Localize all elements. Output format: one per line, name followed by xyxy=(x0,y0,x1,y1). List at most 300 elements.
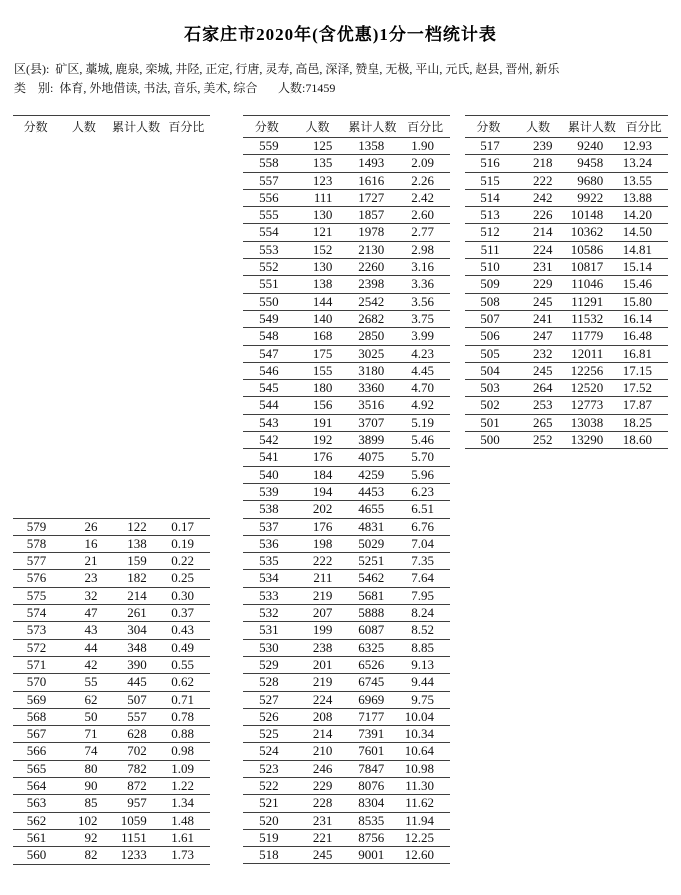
count-cell: 264 xyxy=(532,380,553,396)
percent-cell: 18.60 xyxy=(622,432,652,448)
count-cell: 245 xyxy=(532,362,553,378)
table-header-row xyxy=(243,115,450,137)
percent-cell: 1.61 xyxy=(171,829,194,845)
table-row xyxy=(465,138,668,155)
table-row xyxy=(13,622,210,639)
table-row xyxy=(465,380,668,397)
score-cell: 501 xyxy=(480,414,500,430)
percent-cell: 4.23 xyxy=(411,345,434,361)
score-cell: 505 xyxy=(480,345,500,361)
percent-cell: 5.70 xyxy=(411,449,434,465)
cumulative-cell: 12256 xyxy=(570,362,604,378)
cumulative-cell: 957 xyxy=(127,795,147,811)
score-cell: 502 xyxy=(480,397,500,413)
percent-cell: 12.93 xyxy=(622,138,652,153)
percent-cell: 11.94 xyxy=(405,812,434,828)
cumulative-cell: 11046 xyxy=(571,276,604,292)
count-cell: 228 xyxy=(312,795,333,811)
percent-cell: 5.19 xyxy=(411,414,434,430)
score-cell: 554 xyxy=(259,224,279,240)
table-row xyxy=(465,363,668,380)
score-cell: 508 xyxy=(480,293,500,309)
count-cell: 47 xyxy=(84,605,98,621)
column-header: 百分比 xyxy=(625,120,662,134)
percent-cell: 13.24 xyxy=(622,155,652,171)
percent-cell: 11.62 xyxy=(405,795,434,811)
score-cell: 559 xyxy=(259,138,279,153)
table-row xyxy=(243,397,450,414)
cumulative-cell: 9922 xyxy=(577,189,604,205)
score-cell: 570 xyxy=(26,674,47,690)
table-body xyxy=(243,137,450,864)
percent-cell: 7.95 xyxy=(411,587,434,603)
percent-cell: 10.34 xyxy=(404,726,434,742)
count-cell: 130 xyxy=(312,259,333,275)
cumulative-cell: 6325 xyxy=(358,639,385,655)
count-cell: 198 xyxy=(312,535,333,551)
table-header-row xyxy=(465,115,668,137)
cumulative-cell: 1059 xyxy=(120,812,147,828)
column-header: 分数 xyxy=(476,120,501,134)
percent-cell: 9.44 xyxy=(411,674,434,690)
count-cell: 253 xyxy=(532,397,553,413)
cumulative-cell: 11779 xyxy=(571,328,604,344)
percent-cell: 7.35 xyxy=(411,553,434,569)
percent-cell: 4.45 xyxy=(411,362,434,378)
table-row xyxy=(243,207,450,224)
percent-cell: 8.24 xyxy=(411,605,434,621)
count-cell: 156 xyxy=(312,397,333,413)
percent-cell: 0.17 xyxy=(171,518,194,534)
score-table-left xyxy=(13,115,210,865)
score-cell: 522 xyxy=(259,777,279,793)
score-cell: 549 xyxy=(259,310,279,326)
table-row xyxy=(13,778,210,795)
score-cell: 540 xyxy=(259,466,279,482)
score-cell: 513 xyxy=(480,207,500,223)
table-row xyxy=(243,743,450,760)
cumulative-cell: 8756 xyxy=(358,829,385,845)
table-row xyxy=(465,432,668,449)
count-cell: 229 xyxy=(532,276,553,292)
score-cell: 520 xyxy=(259,812,279,828)
percent-cell: 0.37 xyxy=(171,605,194,621)
cumulative-cell: 261 xyxy=(127,605,147,621)
count-cell: 180 xyxy=(312,380,333,396)
score-cell: 579 xyxy=(26,518,47,534)
table-row xyxy=(243,467,450,484)
count-cell: 80 xyxy=(84,760,98,776)
percent-cell: 4.92 xyxy=(411,397,434,413)
score-cell: 516 xyxy=(480,155,500,171)
percent-cell: 0.22 xyxy=(171,553,194,569)
score-cell: 565 xyxy=(26,760,47,776)
table-row xyxy=(465,242,668,259)
score-cell: 510 xyxy=(480,259,500,275)
count-cell: 222 xyxy=(312,553,333,569)
table-row xyxy=(243,657,450,674)
score-cell: 504 xyxy=(480,362,500,378)
table-row xyxy=(243,847,450,864)
cumulative-cell: 4075 xyxy=(358,449,385,465)
percent-cell: 0.55 xyxy=(171,656,194,672)
table-row xyxy=(243,294,450,311)
score-cell: 572 xyxy=(26,639,47,655)
percent-cell: 0.78 xyxy=(171,708,194,724)
column-header: 人数 xyxy=(526,120,551,134)
count-cell: 184 xyxy=(312,466,333,482)
cumulative-cell: 1151 xyxy=(121,829,147,845)
score-cell: 532 xyxy=(259,605,279,621)
cumulative-cell: 4831 xyxy=(358,518,385,534)
score-cell: 553 xyxy=(259,241,279,257)
cumulative-cell: 1616 xyxy=(358,172,385,188)
table-row xyxy=(243,242,450,259)
score-cell: 512 xyxy=(480,224,500,240)
count-cell: 26 xyxy=(84,518,98,534)
cumulative-cell: 3516 xyxy=(358,397,385,413)
score-cell: 575 xyxy=(26,587,47,603)
table-row xyxy=(13,605,210,622)
percent-cell: 10.98 xyxy=(404,760,434,776)
cumulative-cell: 7601 xyxy=(358,743,385,759)
score-cell: 521 xyxy=(259,795,279,811)
count-cell: 232 xyxy=(532,345,553,361)
percent-cell: 6.51 xyxy=(411,501,434,517)
count-cell: 21 xyxy=(84,553,98,569)
cumulative-cell: 7177 xyxy=(358,708,385,724)
score-cell: 561 xyxy=(26,829,47,845)
table-row xyxy=(13,830,210,847)
table-row xyxy=(243,449,450,466)
cumulative-cell: 507 xyxy=(127,691,147,707)
score-cell: 573 xyxy=(26,622,47,638)
count-cell: 265 xyxy=(532,414,553,430)
table-row xyxy=(243,328,450,345)
table-row xyxy=(465,294,668,311)
count-cell: 152 xyxy=(312,241,333,257)
percent-cell: 0.49 xyxy=(171,639,194,655)
cumulative-cell: 13038 xyxy=(570,414,604,430)
cumulative-cell: 2260 xyxy=(358,259,385,275)
percent-cell: 0.30 xyxy=(171,587,194,603)
table-row xyxy=(243,622,450,639)
count-cell: 210 xyxy=(312,743,333,759)
percent-cell: 15.80 xyxy=(622,293,652,309)
score-cell: 517 xyxy=(480,138,500,153)
cumulative-cell: 348 xyxy=(127,639,147,655)
table-row xyxy=(465,259,668,276)
percent-cell: 1.90 xyxy=(411,138,434,153)
table-row xyxy=(13,761,210,778)
score-cell: 557 xyxy=(259,172,279,188)
score-cell: 555 xyxy=(259,207,279,223)
count-cell: 82 xyxy=(84,847,98,863)
percent-cell: 1.34 xyxy=(171,795,194,811)
count-cell: 221 xyxy=(312,829,333,845)
percent-cell: 3.36 xyxy=(411,276,434,292)
cumulative-cell: 5681 xyxy=(358,587,385,603)
percent-cell: 4.70 xyxy=(411,380,434,396)
percent-cell: 3.16 xyxy=(411,259,434,275)
cumulative-cell: 182 xyxy=(127,570,147,586)
score-cell: 525 xyxy=(259,726,279,742)
score-cell: 526 xyxy=(259,708,279,724)
table-row xyxy=(13,536,210,553)
column-header: 累计人数 xyxy=(112,120,161,134)
region-label: 区(县): xyxy=(14,62,50,76)
cumulative-cell: 8076 xyxy=(358,777,385,793)
score-cell: 558 xyxy=(259,155,279,171)
cumulative-cell: 13290 xyxy=(570,432,604,448)
cumulative-cell: 7391 xyxy=(358,726,385,742)
table-row xyxy=(243,138,450,155)
cumulative-cell: 214 xyxy=(127,587,147,603)
percent-cell: 1.22 xyxy=(171,778,194,794)
count-cell: 102 xyxy=(78,812,98,828)
table-row xyxy=(13,657,210,674)
count-cell: 252 xyxy=(532,432,553,448)
table-row xyxy=(13,709,210,726)
score-cell: 551 xyxy=(259,276,279,292)
category-label: 类 别: xyxy=(14,81,54,95)
cumulative-cell: 10817 xyxy=(570,259,604,275)
table-row xyxy=(465,155,668,172)
score-cell: 538 xyxy=(259,501,279,517)
table-row xyxy=(13,726,210,743)
count-cell: 168 xyxy=(312,328,333,344)
table-row xyxy=(243,709,450,726)
cumulative-cell: 9680 xyxy=(577,172,604,188)
table-row xyxy=(465,224,668,241)
count-cell: 123 xyxy=(312,172,333,188)
table-body xyxy=(13,518,210,865)
cumulative-cell: 445 xyxy=(127,674,147,690)
cumulative-cell: 3025 xyxy=(358,345,385,361)
table-row xyxy=(243,813,450,830)
score-cell: 507 xyxy=(480,310,500,326)
percent-cell: 3.99 xyxy=(411,328,434,344)
cumulative-cell: 702 xyxy=(127,743,147,759)
count-cell: 241 xyxy=(532,310,553,326)
count-cell: 199 xyxy=(312,622,333,638)
table-row xyxy=(243,588,450,605)
cumulative-cell: 9001 xyxy=(358,847,385,863)
table-row xyxy=(13,588,210,605)
cumulative-cell: 11532 xyxy=(571,310,604,326)
score-cell: 541 xyxy=(259,449,279,465)
table-row xyxy=(243,778,450,795)
count-cell: 92 xyxy=(84,829,98,845)
percent-cell: 0.19 xyxy=(171,535,194,551)
count-cell: 71 xyxy=(84,726,98,742)
table-row xyxy=(243,311,450,328)
cumulative-cell: 2850 xyxy=(358,328,385,344)
cumulative-cell: 1727 xyxy=(358,189,385,205)
table-row xyxy=(13,847,210,864)
count-cell: 238 xyxy=(312,639,333,655)
table-row xyxy=(243,432,450,449)
percent-cell: 7.64 xyxy=(411,570,434,586)
percent-cell: 2.60 xyxy=(411,207,434,223)
score-cell: 550 xyxy=(259,293,279,309)
category-value: 体育, 外地借读, 书法, 音乐, 美术, 综合 xyxy=(59,81,258,95)
table-row xyxy=(465,190,668,207)
cumulative-cell: 8535 xyxy=(358,812,385,828)
percent-cell: 13.88 xyxy=(622,189,652,205)
score-cell: 537 xyxy=(259,518,279,534)
column-header: 分数 xyxy=(23,120,48,134)
score-cell: 535 xyxy=(259,553,279,569)
count-cell: 74 xyxy=(84,743,98,759)
score-cell: 556 xyxy=(259,189,279,205)
cumulative-cell: 8304 xyxy=(358,795,385,811)
table-row xyxy=(465,397,668,414)
percent-cell: 18.25 xyxy=(622,414,652,430)
score-cell: 536 xyxy=(259,535,279,551)
percent-cell: 14.20 xyxy=(622,207,652,223)
table-row xyxy=(13,692,210,709)
table-row xyxy=(243,173,450,190)
table-row xyxy=(243,155,450,172)
percent-cell: 15.46 xyxy=(622,276,652,292)
table-row xyxy=(243,570,450,587)
score-cell: 543 xyxy=(259,414,279,430)
count-cell: 224 xyxy=(312,691,333,707)
table-row xyxy=(243,415,450,432)
score-cell: 515 xyxy=(480,172,500,188)
count-cell: 247 xyxy=(532,328,553,344)
cumulative-cell: 3707 xyxy=(358,414,385,430)
table-row xyxy=(13,743,210,760)
score-cell: 531 xyxy=(259,622,279,638)
percent-cell: 12.25 xyxy=(404,829,434,845)
cumulative-cell: 9458 xyxy=(577,155,604,171)
cumulative-cell: 159 xyxy=(127,553,147,569)
score-cell: 560 xyxy=(26,847,47,863)
column-header: 分数 xyxy=(254,120,279,134)
count-cell: 231 xyxy=(532,259,553,275)
cumulative-cell: 3360 xyxy=(358,380,385,396)
count-cell: 191 xyxy=(312,414,333,430)
percent-cell: 11.30 xyxy=(405,777,434,793)
count-cell: 207 xyxy=(312,605,333,621)
score-cell: 527 xyxy=(259,691,279,707)
count-cell: 176 xyxy=(312,449,333,465)
percent-cell: 13.55 xyxy=(622,172,652,188)
cumulative-cell: 10586 xyxy=(570,241,604,257)
score-cell: 539 xyxy=(259,483,279,499)
cumulative-cell: 2130 xyxy=(358,241,385,257)
table-row xyxy=(243,692,450,709)
cumulative-cell: 628 xyxy=(127,726,147,742)
count-cell: 226 xyxy=(532,207,553,223)
cumulative-cell: 4259 xyxy=(358,466,385,482)
count-cell: 155 xyxy=(312,362,333,378)
percent-cell: 2.98 xyxy=(411,241,434,257)
cumulative-cell: 3899 xyxy=(358,432,385,448)
cumulative-cell: 2398 xyxy=(358,276,385,292)
score-cell: 571 xyxy=(26,656,47,672)
cumulative-cell: 12773 xyxy=(570,397,604,413)
table-row xyxy=(243,501,450,518)
count-cell: 144 xyxy=(312,293,333,309)
score-cell: 563 xyxy=(26,795,47,811)
percent-cell: 9.13 xyxy=(411,656,434,672)
cumulative-cell: 4453 xyxy=(358,483,385,499)
score-cell: 545 xyxy=(259,380,279,396)
percent-cell: 1.09 xyxy=(171,760,194,776)
table-row xyxy=(243,276,450,293)
cumulative-cell: 6745 xyxy=(358,674,385,690)
percent-cell: 15.14 xyxy=(622,259,652,275)
score-cell: 533 xyxy=(259,587,279,603)
count-cell: 194 xyxy=(312,483,333,499)
percent-cell: 1.48 xyxy=(171,812,194,828)
percent-cell: 1.73 xyxy=(171,847,194,863)
count-cell: 242 xyxy=(532,189,553,205)
table-row xyxy=(243,726,450,743)
cumulative-cell: 1857 xyxy=(358,207,385,223)
percent-cell: 2.42 xyxy=(411,189,434,205)
category-line xyxy=(14,79,336,96)
score-cell: 519 xyxy=(259,829,279,845)
percent-cell: 2.26 xyxy=(411,172,434,188)
percent-cell: 0.25 xyxy=(171,570,194,586)
table-row xyxy=(243,484,450,501)
table-row xyxy=(243,346,450,363)
count-cell: 245 xyxy=(312,847,333,863)
count-cell: 218 xyxy=(532,155,553,171)
table-row xyxy=(465,346,668,363)
count-cell: 50 xyxy=(84,708,98,724)
count-cell: 32 xyxy=(84,587,98,603)
count-cell: 140 xyxy=(312,310,333,326)
percent-cell: 2.09 xyxy=(411,155,434,171)
table-body xyxy=(465,137,668,449)
cumulative-cell: 557 xyxy=(127,708,147,724)
cumulative-cell: 1233 xyxy=(120,847,147,863)
count-cell: 111 xyxy=(313,189,333,205)
count-cell: 208 xyxy=(312,708,333,724)
percent-cell: 16.48 xyxy=(622,328,652,344)
score-cell: 530 xyxy=(259,639,279,655)
score-cell: 568 xyxy=(26,708,47,724)
cumulative-cell: 6969 xyxy=(358,691,385,707)
table-row xyxy=(243,536,450,553)
percent-cell: 17.15 xyxy=(622,362,652,378)
count-cell: 90 xyxy=(84,778,98,794)
score-cell: 546 xyxy=(259,362,279,378)
percent-cell: 3.56 xyxy=(411,293,434,309)
cumulative-cell: 1358 xyxy=(358,138,385,153)
region-value: 矿区, 藁城, 鹿泉, 栾城, 井陉, 正定, 行唐, 灵寿, 高邑, 深泽, 赞皇, 无极, 平山, 元氏, 赵县, 晋州, 新乐 xyxy=(55,62,560,76)
cumulative-cell: 5029 xyxy=(358,535,385,551)
score-table-middle xyxy=(243,115,450,864)
score-cell: 577 xyxy=(26,553,47,569)
column-header: 人数 xyxy=(71,120,96,134)
count-cell: 214 xyxy=(532,224,553,240)
percent-cell: 0.98 xyxy=(171,743,194,759)
score-cell: 511 xyxy=(480,241,500,257)
table-row xyxy=(243,605,450,622)
percent-cell: 10.64 xyxy=(404,743,434,759)
percent-cell: 0.62 xyxy=(171,674,194,690)
count-cell: 121 xyxy=(312,224,333,240)
total-count: 人数:71459 xyxy=(278,81,336,95)
count-cell: 224 xyxy=(532,241,553,257)
score-cell: 506 xyxy=(480,328,500,344)
